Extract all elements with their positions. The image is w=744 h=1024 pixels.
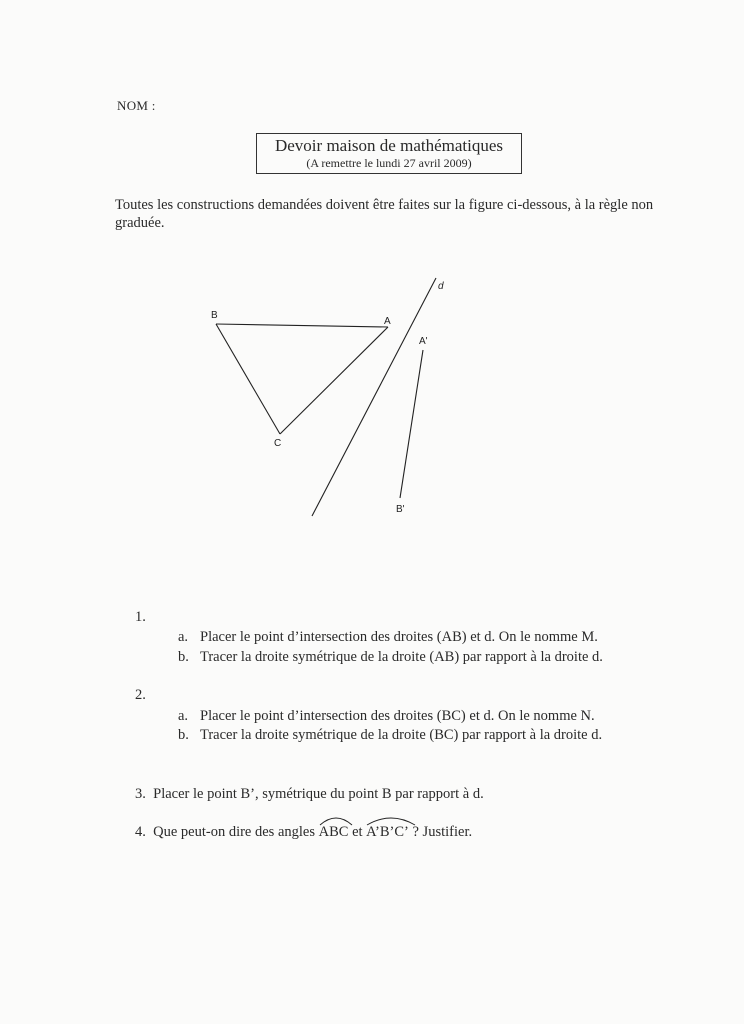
label-d: d xyxy=(438,281,444,292)
angle-abc xyxy=(319,823,349,841)
question-2b-text: Tracer la droite symétrique de la droite (BC) par rapport à la droite d. xyxy=(200,727,603,743)
question-4-suffix: ? Justifier. xyxy=(408,824,473,840)
angle-hat-icon xyxy=(319,814,353,826)
label-b-prime: B' xyxy=(396,504,405,515)
angle-a-prime-b-prime-c-prime xyxy=(366,823,409,841)
document-title: Devoir maison de mathématiques xyxy=(274,136,504,155)
segment-ca xyxy=(280,327,388,434)
angle-abc-text: ABC xyxy=(318,824,349,840)
question-1b-letter: b. xyxy=(178,649,189,665)
question-4-prefix: 4. Que peut-on dire des angles xyxy=(135,824,319,840)
label-b: B xyxy=(211,310,218,321)
question-1b-text: Tracer la droite symétrique de la droite (AB) par rapport à la droite d. xyxy=(200,649,603,665)
question-1a-letter: a. xyxy=(178,629,189,645)
label-a: A xyxy=(384,316,391,327)
question-2b-letter: b. xyxy=(178,727,189,743)
angle-a-prime-b-prime-c-prime-text: A’B’C’ xyxy=(366,824,409,840)
question-2b xyxy=(178,726,668,744)
question-2-number: 2. xyxy=(135,687,146,703)
question-1b xyxy=(178,648,668,666)
angle-hat-icon xyxy=(366,814,416,826)
segment-a-prime-b-prime xyxy=(400,350,423,498)
label-c: C xyxy=(274,438,282,449)
nom-label: NOM : xyxy=(117,98,156,113)
question-4 xyxy=(135,823,472,841)
question-3: 3. Placer le point B’, symétrique du point B par rapport à d. xyxy=(135,786,484,802)
intro-text: Toutes les constructions demandées doivent être faites sur la figure ci-dessous, à la règle non graduée. xyxy=(115,197,654,231)
question-1a-text: Placer le point d’intersection des droites (AB) et d. On le nomme M. xyxy=(200,629,598,645)
segment-bc xyxy=(216,324,280,434)
segment-ab xyxy=(216,324,388,327)
question-2a-text: Placer le point d’intersection des droites (BC) et d. On le nomme N. xyxy=(200,708,595,724)
question-1-number: 1. xyxy=(135,609,146,625)
question-2a xyxy=(178,707,668,725)
question-2a-letter: a. xyxy=(178,708,189,724)
question-4-middle: et xyxy=(348,824,367,840)
label-a-prime: A' xyxy=(419,336,428,347)
document-subtitle: (A remettre le lundi 27 avril 2009) xyxy=(306,156,472,170)
line-d xyxy=(312,278,436,516)
question-1a xyxy=(178,628,668,646)
